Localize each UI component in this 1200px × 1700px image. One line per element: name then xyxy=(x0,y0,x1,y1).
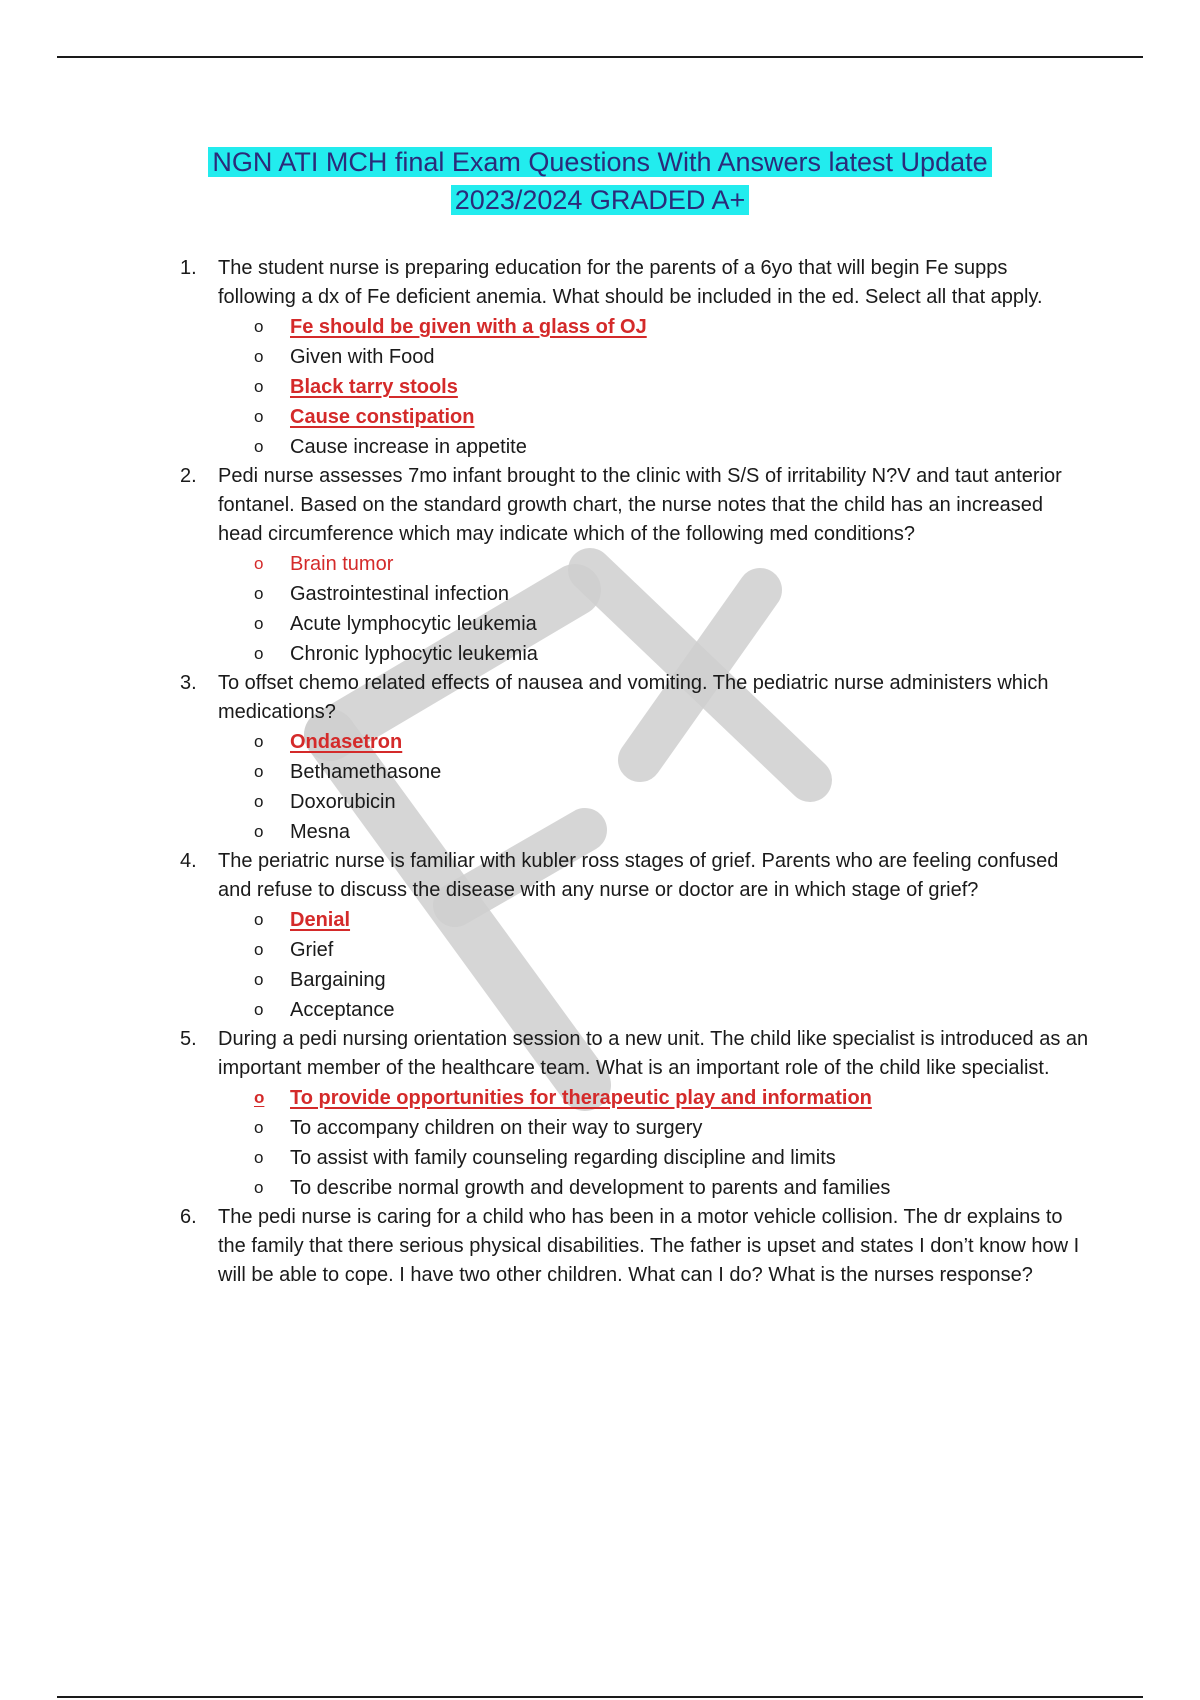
option-label: Brain tumor xyxy=(290,553,394,575)
bullet-icon: o xyxy=(254,407,264,426)
document-title xyxy=(150,143,1050,219)
title-line-2: 2023/2024 GRADED A+ xyxy=(451,185,749,215)
option-label: Cause increase in appetite xyxy=(290,436,527,458)
question-text: Pedi nurse assesses 7mo infant brought to the clinic with S/S of irritability N?V and taut anterior fontanel. Based on the standard growth chart, the nurse notes that the child has an increased head circumference which may indicate which of the following med conditions? xyxy=(218,465,1062,545)
option xyxy=(170,1143,1090,1173)
option-list xyxy=(218,905,1090,1025)
question-number: 4. xyxy=(180,850,197,872)
option xyxy=(170,757,1090,787)
bullet-icon: o xyxy=(254,1118,264,1137)
bullet-icon: o xyxy=(254,584,264,603)
option-list xyxy=(218,312,1090,462)
bullet-icon: o xyxy=(254,317,264,336)
option xyxy=(170,1113,1090,1143)
question-6 xyxy=(170,1203,1090,1290)
option-label: Given with Food xyxy=(290,346,435,368)
bullet-icon: o xyxy=(254,970,264,989)
option xyxy=(170,1173,1090,1203)
option-label: Doxorubicin xyxy=(290,791,396,813)
option-label: Acceptance xyxy=(290,999,395,1021)
option-label: To provide opportunities for therapeutic play and information xyxy=(290,1087,872,1109)
bullet-icon: o xyxy=(254,940,264,959)
option-label: Black tarry stools xyxy=(290,376,458,398)
question-number: 2. xyxy=(180,465,197,487)
question-number: 3. xyxy=(180,672,197,694)
bullet-icon: o xyxy=(254,1000,264,1019)
option xyxy=(170,639,1090,669)
bullet-icon: o xyxy=(254,822,264,841)
question-text: The student nurse is preparing education for the parents of a 6yo that will begin Fe supps following a dx of Fe deficient anemia. What should be included in the ed. Select all that apply. xyxy=(218,257,1043,308)
option-correct xyxy=(170,402,1090,432)
bullet-icon: o xyxy=(254,762,264,781)
option xyxy=(170,995,1090,1025)
option-label: To assist with family counseling regarding discipline and limits xyxy=(290,1147,836,1169)
option-label: Fe should be given with a glass of OJ xyxy=(290,316,647,338)
option-label: Mesna xyxy=(290,821,351,843)
option xyxy=(170,965,1090,995)
option-correct xyxy=(170,1083,1090,1113)
question-5 xyxy=(170,1025,1090,1203)
top-rule xyxy=(57,56,1143,58)
option-label: To describe normal growth and development to parents and families xyxy=(290,1177,891,1199)
option xyxy=(170,579,1090,609)
option-list xyxy=(218,549,1090,669)
question-4 xyxy=(170,847,1090,1025)
option-label: To accompany children on their way to surgery xyxy=(290,1117,703,1139)
question-list xyxy=(170,254,1090,1290)
title-line-1: NGN ATI MCH final Exam Questions With Answers latest Update xyxy=(208,147,991,177)
question-1 xyxy=(170,254,1090,462)
bottom-rule xyxy=(57,1696,1143,1698)
question-text: The periatric nurse is familiar with kubler ross stages of grief. Parents who are feeling confused and refuse to discuss the disease with any nurse or doctor are in which stage of grief? xyxy=(218,850,1059,901)
bullet-icon: o xyxy=(254,1088,265,1107)
option xyxy=(170,432,1090,462)
option-label: Chronic lyphocytic leukemia xyxy=(290,643,538,665)
option-correct xyxy=(170,905,1090,935)
bullet-icon: o xyxy=(254,347,264,366)
bullet-icon: o xyxy=(254,437,264,456)
option-label: Acute lymphocytic leukemia xyxy=(290,613,537,635)
option xyxy=(170,787,1090,817)
option-label: Gastrointestinal infection xyxy=(290,583,510,605)
option-list xyxy=(218,727,1090,847)
option xyxy=(170,609,1090,639)
bullet-icon: o xyxy=(254,732,264,751)
bullet-icon: o xyxy=(254,1178,264,1197)
option-correct xyxy=(170,549,1090,579)
option xyxy=(170,817,1090,847)
bullet-icon: o xyxy=(254,554,264,573)
option-label: Grief xyxy=(290,939,334,961)
bullet-icon: o xyxy=(254,644,264,663)
question-3 xyxy=(170,669,1090,847)
option-label: Cause constipation xyxy=(290,406,475,428)
bullet-icon: o xyxy=(254,910,264,929)
question-number: 6. xyxy=(180,1206,197,1228)
bullet-icon: o xyxy=(254,614,264,633)
question-number: 1. xyxy=(180,257,197,279)
question-number: 5. xyxy=(180,1028,197,1050)
bullet-icon: o xyxy=(254,1148,264,1167)
bullet-icon: o xyxy=(254,377,264,396)
option xyxy=(170,935,1090,965)
option-label: Bargaining xyxy=(290,969,386,991)
option-correct xyxy=(170,312,1090,342)
option-list xyxy=(218,1083,1090,1203)
bullet-icon: o xyxy=(254,792,264,811)
question-2 xyxy=(170,462,1090,669)
option xyxy=(170,342,1090,372)
option-label: Denial xyxy=(290,909,351,931)
option-correct xyxy=(170,372,1090,402)
question-text: To offset chemo related effects of nausea and vomiting. The pediatric nurse administers which medications? xyxy=(218,672,1049,723)
question-text: During a pedi nursing orientation session to a new unit. The child like specialist is introduced as an important member of the healthcare team. What is an important role of the child like specialist. xyxy=(218,1028,1089,1079)
option-correct xyxy=(170,727,1090,757)
option-label: Bethamethasone xyxy=(290,761,442,783)
question-text: The pedi nurse is caring for a child who has been in a motor vehicle collision. The dr explains to the family that there serious physical disabilities. The father is upset and states I don’t know how I will be able to cope. I have two other children. What can I do? What is the nurses response? xyxy=(218,1206,1080,1286)
option-label: Ondasetron xyxy=(290,731,403,753)
